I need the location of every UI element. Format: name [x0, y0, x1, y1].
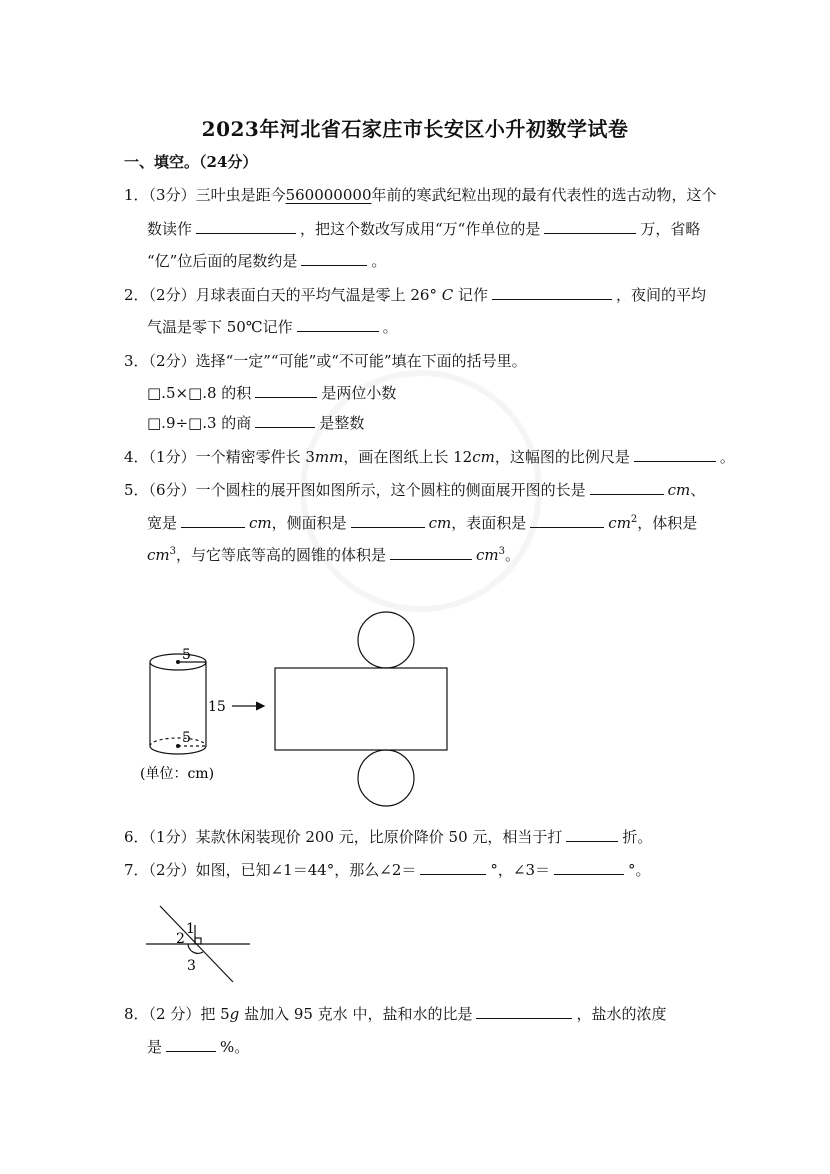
answer-blank[interactable] — [566, 840, 618, 842]
question-3-line-2: □.5×□.8 的积 是两位小数 — [147, 384, 397, 402]
top-radius-label: 5 — [182, 647, 191, 663]
answer-blank[interactable] — [181, 526, 245, 528]
answer-blank[interactable] — [544, 232, 636, 234]
answer-blank[interactable] — [476, 1017, 572, 1019]
question-5-line-3: $cm^3$，与它等底等高的圆锥的体积是 $cm^3$。 — [147, 546, 521, 564]
answer-blank[interactable] — [301, 264, 367, 266]
net-bottom-circle — [358, 750, 414, 806]
page-title: 2023年河北省石家庄市长安区小升初数学试卷 — [201, 117, 629, 141]
question-5-line-1: 5．（6分）一个圆柱的展开图如图所示，这个圆柱的侧面展开图的长是 cm、 — [124, 481, 706, 499]
arrow-head — [256, 702, 264, 710]
answer-blank[interactable] — [255, 426, 315, 428]
question-2-line-1: 2．（2分）月球表面白天的平均气温是零上 26° C 记作 ，夜间的平均 — [124, 286, 707, 304]
answer-blank[interactable] — [390, 558, 472, 560]
question-1-line-3: “亿”位后面的尾数约是 。 — [147, 252, 387, 270]
slanted-line — [160, 906, 233, 982]
question-3-line-3: □.9÷□.3 的商 是整数 — [147, 414, 365, 432]
question-4-line-1: 4．（1分）一个精密零件长 3mm，画在图纸上长 12cm，这幅图的比例尺是 。 — [124, 448, 735, 466]
question-1-line-2: 数读作 ，把这个数改写成用“万“作单位的是 万，省略 — [147, 220, 701, 238]
answer-blank[interactable] — [590, 493, 664, 495]
answer-blank[interactable] — [530, 526, 604, 528]
angle-1-label: 1 — [186, 921, 195, 937]
question-8-line-1: 8．（2 分）把 5g 盐加入 95 克水 中，盐和水的比是 ，盐水的浓度 — [124, 1005, 667, 1023]
cylinder-bottom-back — [150, 738, 206, 746]
unit-label: (单位：cm) — [140, 766, 215, 782]
answer-blank[interactable] — [297, 330, 379, 332]
question-5-line-2: 宽是 cm，侧面积是 cm，表面积是 $cm^2$，体积是 — [147, 514, 698, 532]
answer-blank[interactable] — [166, 1050, 216, 1052]
question-7-line-1: 7．（2分）如图，已知∠1＝44°，那么∠2＝ °，∠3＝ °。 — [124, 861, 651, 879]
angle-3-label: 3 — [187, 958, 196, 974]
answer-blank[interactable] — [420, 873, 486, 875]
answer-blank[interactable] — [196, 232, 296, 234]
section-heading: 一、填空。（24分） — [124, 153, 258, 171]
top-center-dot — [176, 660, 180, 664]
question-8-line-2: 是 %。 — [147, 1038, 250, 1056]
cylinder-bottom-front — [150, 746, 206, 754]
answer-blank[interactable] — [255, 396, 317, 398]
question-3-line-1: 3．（2分）选择“一定”“可能”或“不可能”填在下面的括号里。 — [124, 352, 527, 370]
net-rectangle — [275, 668, 447, 750]
question-1-line-1: 1．（3分）三叶虫是距今560000000年前的寒武纪粒出现的最有代表性的选古动物，这个 — [124, 186, 717, 204]
bottom-center-dot — [176, 744, 180, 748]
cylinder-top-ellipse — [150, 654, 206, 670]
answer-blank[interactable] — [554, 873, 624, 875]
height-label: 15 — [208, 699, 226, 715]
net-top-circle — [358, 612, 414, 668]
answer-blank[interactable] — [492, 298, 612, 300]
bottom-radius-label: 5 — [182, 730, 191, 746]
answer-blank[interactable] — [351, 526, 425, 528]
right-angle-mark — [195, 938, 201, 944]
question-6-line-1: 6．（1分）某款休闲装现价 200 元，比原价降价 50 元，相当于打 折。 — [124, 828, 653, 846]
angle-2-label: 2 — [176, 931, 185, 947]
question-2-line-2: 气温是零下 50℃记作 。 — [147, 318, 398, 336]
answer-blank[interactable] — [634, 460, 716, 462]
angle-3-arc — [188, 944, 203, 953]
underlined-number: 560000000 — [285, 186, 372, 204]
